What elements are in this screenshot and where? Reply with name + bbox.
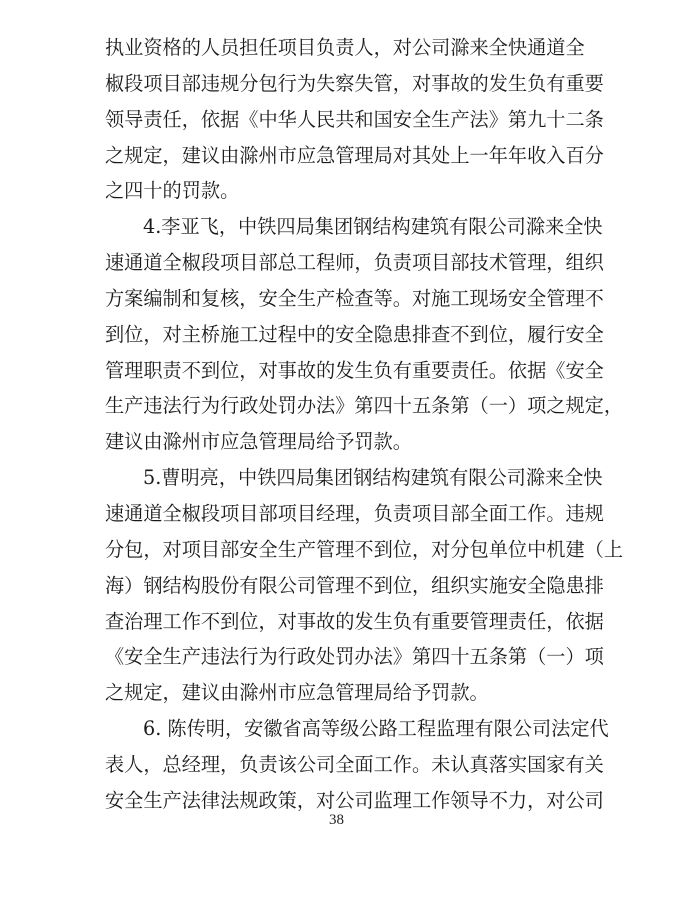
text-line: 查治理工作不到位，对事故的发生负有重要管理责任，依据 xyxy=(105,609,604,633)
text-line: 生产违法行为行政处罚办法》第四十五条第（一）项之规定， xyxy=(105,394,624,418)
paragraph-item-5 xyxy=(105,460,624,711)
text-line: 安全生产法律法规政策，对公司监理工作领导不力，对公司 xyxy=(105,788,604,812)
text-line: 6. 陈传明，安徽省高等级公路工程监理有限公司法定代 xyxy=(143,717,609,741)
body-text xyxy=(105,30,624,819)
paragraph-item-4 xyxy=(105,209,624,460)
text-line: 椒段项目部违规分包行为失察失管，对事故的发生负有重要 xyxy=(105,71,604,95)
text-line: 之四十的罚款。 xyxy=(105,179,240,203)
text-line: 之规定，建议由滁州市应急管理局给予罚款。 xyxy=(105,681,489,705)
text-line: 4.李亚飞，中铁四局集团钢结构建筑有限公司滁来全快 xyxy=(143,215,603,239)
text-line: 管理职责不到位，对事故的发生负有重要责任。依据《安全 xyxy=(105,358,604,382)
text-line: 分包，对项目部安全生产管理不到位，对分包单位中机建（上 xyxy=(105,537,624,561)
paragraph-continued xyxy=(105,30,604,209)
text-line: 方案编制和复核，安全生产检查等。对施工现场安全管理不 xyxy=(105,286,604,310)
text-line: 《安全生产违法行为行政处罚办法》第四十五条第（一）项 xyxy=(105,645,604,669)
text-line: 5.曹明亮，中铁四局集团钢结构建筑有限公司滁来全快 xyxy=(143,466,603,490)
text-line: 到位，对主桥施工过程中的安全隐患排查不到位，履行安全 xyxy=(105,322,604,346)
text-line: 速通道全椒段项目部总工程师，负责项目部技术管理，组织 xyxy=(105,251,604,275)
text-line: 速通道全椒段项目部项目经理，负责项目部全面工作。违规 xyxy=(105,501,604,525)
page-number: 38 xyxy=(329,812,344,828)
text-line: 执业资格的人员担任项目负责人，对公司滁来全快通道全 xyxy=(105,36,585,59)
text-line: 领导责任，依据《中华人民共和国安全生产法》第九十二条 xyxy=(105,107,604,131)
text-line: 之规定，建议由滁州市应急管理局对其处上一年年收入百分 xyxy=(105,143,604,167)
paragraph-item-6 xyxy=(105,711,609,819)
text-line: 表人，总经理，负责该公司全面工作。未认真落实国家有关 xyxy=(105,752,604,776)
text-line: 建议由滁州市应急管理局给予罚款。 xyxy=(105,430,412,454)
text-line: 海）钢结构股份有限公司管理不到位，组织实施安全隐患排 xyxy=(105,573,604,597)
